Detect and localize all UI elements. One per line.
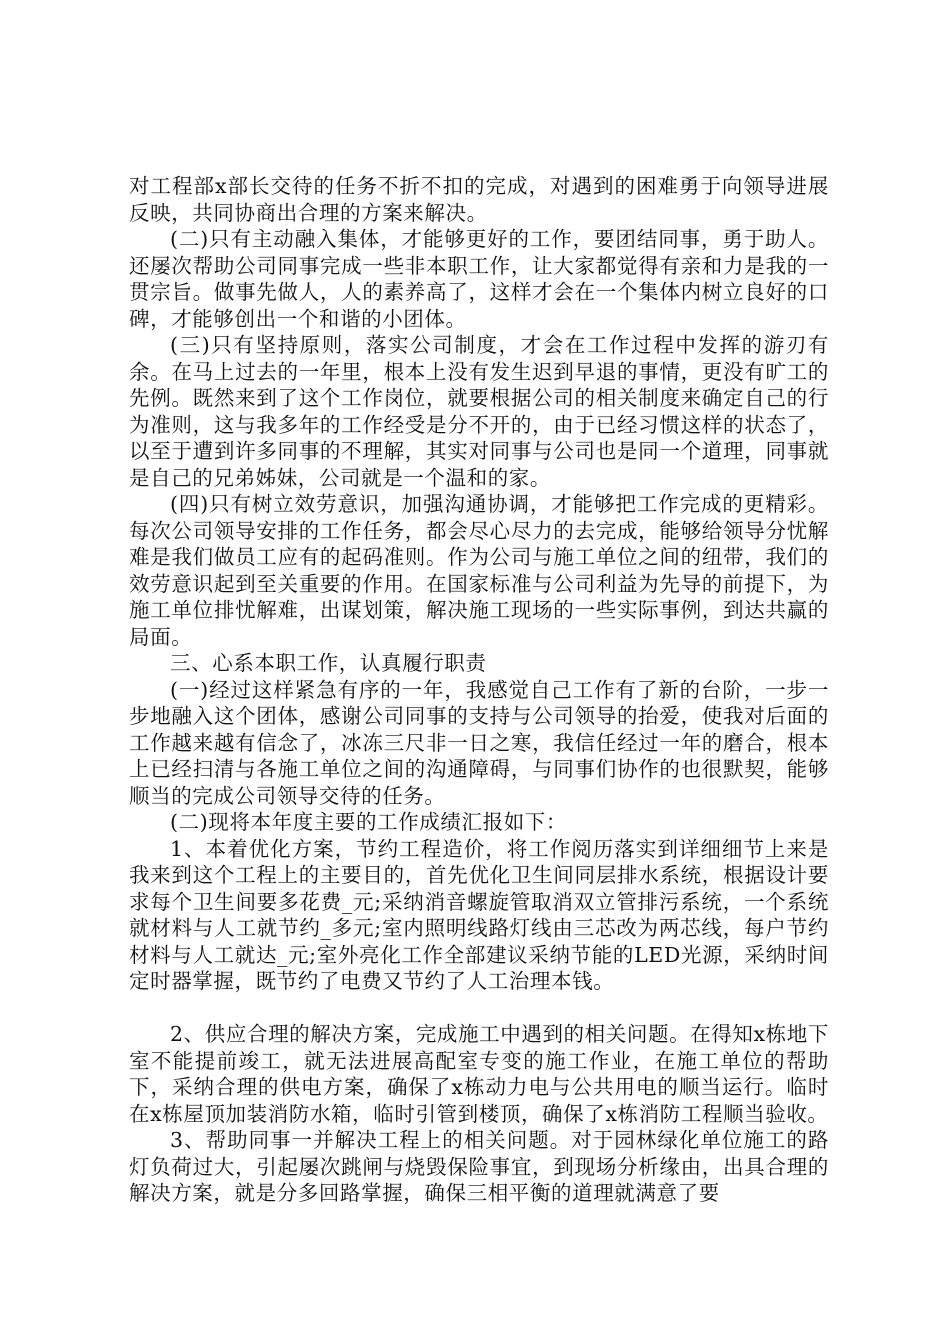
document-body bbox=[129, 173, 829, 1207]
section-heading: 三、心系本职工作，认真履行职责 bbox=[170, 651, 487, 675]
paragraph-5: (一)经过这样紧急有序的一年，我感觉自己工作有了新的台阶，一步一步地融入这个团体，感谢公司同事的支持与公司领导的抬爱，使我对后面的工作越来越有信念了，冰冻三尺非一日之寒，我信任经过一年的磨合，根本上已经扫清与各施工单位之间的沟通障碍，与同事们协作的也很默契，能够顺当的完成公司领导交待的任务。 bbox=[129, 677, 829, 808]
paragraph-8: 2、供应合理的解决方案，完成施工中遇到的相关问题。在得知x栋地下室不能提前竣工，就无法进展高配室专变的施工作业，在施工单位的帮助下，采纳合理的供电方案，确保了x栋动力电与公共用电的顺当运行。临时在x栋屋顶加装消防水箱，临时引管到楼顶，确保了x栋消防工程顺当验收。 bbox=[129, 1022, 829, 1126]
paragraph-1: 对工程部x部长交待的任务不折不扣的完成，对遇到的困难勇于向领导进展反映，共同协商出合理的方案来解决。 bbox=[129, 174, 829, 225]
paragraph-7: 1、本着优化方案，节约工程造价，将工作阅历落实到详细细节上来是我来到这个工程上的主要目的，首先优化卫生间同层排水系统，根据设计要求每个卫生间要多花费_元;采纳消音螺旋管取消双立管排污系统，一个系统就材料与人工就节约_多元;室内照明线路灯线由三芯改为两芯线，每户节约材料与人工就达_元;室外亮化工作全部建议采纳节能的LED光源，采纳时间定时器掌握，既节约了电费又节约了人工治理本钱。 bbox=[129, 836, 829, 993]
paragraph-4: (四)只有树立效劳意识，加强沟通协调，才能够把工作完成的更精彩。每次公司领导安排的工作任务，都会尽心尽力的去完成，能够给领导分忧解难是我们做员工应有的起码准则。作为公司与施工单位之间的纽带，我们的效劳意识起到至关重要的作用。在国家标准与公司利益为先导的前提下，为施工单位排忧解难，出谋划策，解决施工现场的一些实际事例，到达共赢的局面。 bbox=[129, 492, 829, 649]
paragraph-2: (二)只有主动融入集体，才能够更好的工作，要团结同事，勇于助人。还屡次帮助公司同事完成一些非本职工作，让大家都觉得有亲和力是我的一贯宗旨。做事先做人，人的素养高了，这样才会在一个集体内树立良好的口碑，才能够创出一个和谐的小团体。 bbox=[129, 227, 829, 331]
paragraph-3: (三)只有坚持原则，落实公司制度，才会在工作过程中发挥的游刃有余。在马上过去的一年里，根本上没有发生迟到早退的事情，更没有旷工的先例。既然来到了这个工作岗位，就要根据公司的相关制度来确定自己的行为准则，这与我多年的工作经受是分不开的，由于已经习惯这样的状态了，以至于遭到许多同事的不理解，其实对同事与公司也是同一个道理，同事就是自己的兄弟姊妹，公司就是一个温和的家。 bbox=[129, 333, 829, 490]
paragraph-9: 3、帮助同事一并解决工程上的相关问题。对于园林绿化单位施工的路灯负荷过大，引起屡次跳闸与烧毁保险事宜，到现场分析缘由，出具合理的解决方案，就是分多回路掌握，确保三相平衡的道理就满意了要 bbox=[129, 1128, 829, 1205]
paragraph-6: (二)现将本年度主要的工作成绩汇报如下： bbox=[170, 810, 567, 834]
